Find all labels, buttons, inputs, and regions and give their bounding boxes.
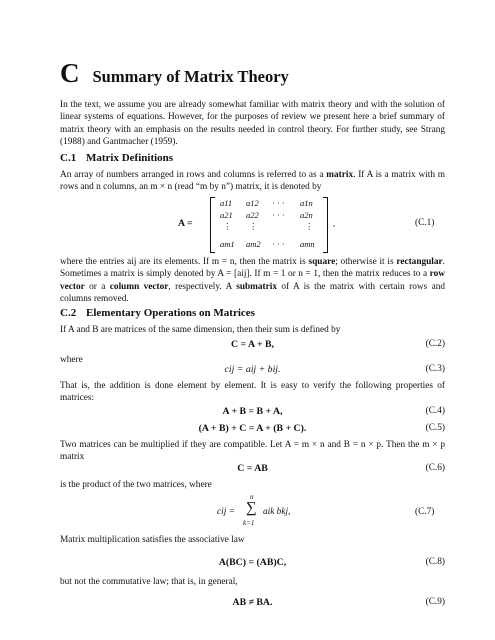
sum-upper-limit: n bbox=[250, 493, 254, 501]
equation: A + B = B + A, bbox=[222, 406, 283, 417]
equation-c8 bbox=[60, 557, 445, 571]
section-title: Matrix Definitions bbox=[86, 152, 174, 164]
chapter-letter: C bbox=[60, 58, 80, 88]
cell-dots: · · · bbox=[272, 239, 285, 249]
cell-a1n: a1n bbox=[300, 198, 313, 208]
chapter-title: Summary of Matrix Theory bbox=[92, 67, 289, 86]
product-paragraph: is the product of the two matrices, where bbox=[60, 480, 212, 490]
equation-tag: (C.6) bbox=[425, 463, 445, 473]
equation-c4 bbox=[60, 406, 445, 420]
section-c2-heading bbox=[60, 307, 445, 319]
addition-paragraph: That is, the addition is done element by element. It is easy to verify the following properties of matrices: bbox=[60, 381, 445, 404]
text-run: ; otherwise it is bbox=[335, 257, 397, 267]
bold-term-matrix: matrix bbox=[326, 170, 354, 180]
equation-tag: (C.1) bbox=[415, 218, 435, 228]
sigma-symbol: ∑ bbox=[246, 500, 257, 516]
text-run: An array of numbers arranged in rows and columns is referred to as a bbox=[60, 170, 327, 180]
equation: cij = aij + bij. bbox=[224, 364, 281, 375]
equation-tag: (C.2) bbox=[425, 339, 445, 349]
cell-a12: a12 bbox=[246, 198, 259, 208]
text-run: . If A is a matrix with m rows and n columns, an m × n (read “m by n”) matrix, it is denoted by bbox=[60, 170, 445, 193]
bold-term-rectangular: rectangular bbox=[396, 257, 443, 267]
bold-term-square: square bbox=[308, 257, 336, 267]
cell-am1: am1 bbox=[220, 239, 235, 249]
cell-am2: am2 bbox=[246, 239, 261, 249]
equation-tag: (C.7) bbox=[415, 507, 435, 517]
cell-a22: a22 bbox=[246, 210, 259, 220]
cell-vdots: ⋮ bbox=[223, 221, 232, 231]
equation: C = A + B, bbox=[230, 339, 274, 350]
equation: A(BC) = (AB)C, bbox=[218, 557, 287, 568]
right-bracket bbox=[323, 197, 328, 253]
equation-c6 bbox=[60, 463, 445, 477]
left-bracket bbox=[210, 197, 215, 253]
text-run: . Sometimes a matrix is simply denoted by A = [aij]. If m = 1 or n = 1, then the matrix reduces to a bbox=[60, 257, 445, 280]
cell-a2n: a2n bbox=[300, 210, 313, 220]
equation-tag: (C.9) bbox=[425, 597, 445, 607]
bold-term-column-vector: column vector bbox=[109, 281, 169, 292]
cell-a21: a21 bbox=[220, 210, 233, 220]
section-title: Elementary Operations on Matrices bbox=[86, 307, 255, 319]
text-run: , respectively. A bbox=[168, 281, 237, 292]
commutative-paragraph: but not the commutative law; that is, in general, bbox=[60, 577, 238, 587]
multiplication-paragraph: Two matrices can be multiplied if they are compatible. Let A = m × n and B = n × p. Then the m × p matrix bbox=[60, 440, 445, 463]
equation-c9 bbox=[60, 597, 445, 611]
matrix-lhs: A = bbox=[178, 218, 193, 229]
comma: , bbox=[333, 218, 336, 228]
bold-term-submatrix: submatrix bbox=[236, 281, 278, 292]
equation-tag: (C.3) bbox=[425, 364, 445, 374]
text-run: where the entries aij are its elements. If m = n, then the matrix is bbox=[60, 257, 309, 267]
equation-tag: (C.8) bbox=[425, 557, 445, 567]
section-c1-heading bbox=[60, 152, 445, 164]
cell-dots: · · · bbox=[272, 210, 285, 220]
equation-lhs: cij = bbox=[217, 507, 235, 517]
text-run: of A is the matrix with certain rows and columns removed. bbox=[60, 281, 446, 304]
equation-c3 bbox=[60, 364, 445, 378]
equation-tag: (C.4) bbox=[425, 406, 445, 416]
where-text: where bbox=[60, 355, 83, 365]
matrix-properties-paragraph bbox=[60, 256, 445, 305]
bold-term-row-vector: row vector bbox=[60, 269, 445, 292]
cell-vdots: ⋮ bbox=[305, 221, 314, 231]
sum-lower-limit: k=1 bbox=[243, 519, 255, 527]
equation: C = AB bbox=[237, 463, 268, 474]
intro-paragraph: In the text, we assume you are already somewhat familiar with matrix theory and with the solution of linear systems of equations. However, for the purposes of review we present here a brief summary of matrix theory with an emphasis on the results needed in control theory. For further study, see Strang (1988) and Gantmacher (1959). bbox=[60, 100, 445, 147]
equation-c5 bbox=[60, 423, 445, 437]
section-number: C.1 bbox=[60, 152, 77, 164]
equation: AB ≠ BA. bbox=[232, 597, 273, 608]
cell-dots: · · · bbox=[272, 198, 285, 208]
equation-tag: (C.5) bbox=[425, 423, 445, 433]
cell-amn: amn bbox=[300, 239, 315, 249]
sum-paragraph: If A and B are matrices of the same dimension, then their sum is defined by bbox=[60, 325, 341, 335]
associative-paragraph: Matrix multiplication satisfies the associative law bbox=[60, 535, 245, 545]
section-number: C.2 bbox=[60, 307, 77, 319]
matrix-definition-paragraph bbox=[60, 169, 445, 194]
chapter-heading bbox=[60, 58, 289, 89]
equation: (A + B) + C = A + (B + C). bbox=[198, 423, 307, 434]
equation-c2 bbox=[60, 339, 445, 353]
cell-a11: a11 bbox=[220, 198, 233, 208]
text-run: or a bbox=[84, 281, 110, 292]
equation-rhs: aik bkj, bbox=[263, 507, 291, 517]
cell-vdots: ⋮ bbox=[249, 221, 258, 231]
